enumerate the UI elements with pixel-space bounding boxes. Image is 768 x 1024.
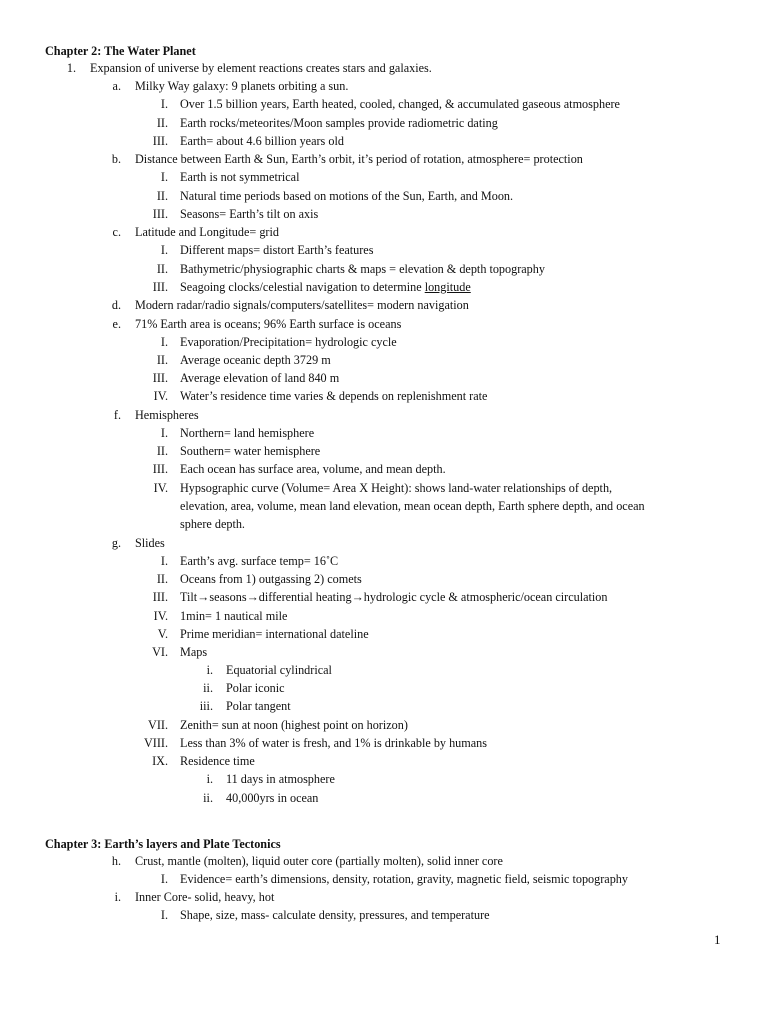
list-text: Seasons= Earth’s tilt on axis xyxy=(180,207,319,221)
list-marker: IV. xyxy=(153,609,168,623)
list-text: Earth= about 4.6 billion years old xyxy=(180,134,344,148)
list-marker: II. xyxy=(156,572,168,586)
list-text: Oceans from 1) outgassing 2) comets xyxy=(180,572,362,586)
list-marker: ii. xyxy=(203,681,213,695)
list-text: Inner Core- solid, heavy, hot xyxy=(135,890,275,904)
list-marker: e. xyxy=(112,317,121,331)
list-text: Polar iconic xyxy=(226,681,285,695)
list-text: Tilt→seasons→differential heating→hydrologic cycle & atmospheric/ocean circulation xyxy=(180,590,608,604)
list-marker: i. xyxy=(114,890,121,904)
list-text: Southern= water hemisphere xyxy=(180,444,321,458)
list-text: sphere depth. xyxy=(180,517,245,531)
list-text-plain: Seagoing clocks/celestial navigation to determine xyxy=(180,280,425,294)
list-marker: c. xyxy=(112,225,121,239)
list-marker: I. xyxy=(160,872,168,886)
list-text: Average oceanic depth 3729 m xyxy=(180,353,331,367)
list-marker: VII. xyxy=(148,718,168,732)
list-text: Hemispheres xyxy=(135,408,199,422)
list-text: Bathymetric/physiographic charts & maps = elevation & depth topography xyxy=(180,262,545,276)
list-text: Natural time periods based on motions of the Sun, Earth, and Moon. xyxy=(180,189,514,203)
list-text: Prime meridian= international dateline xyxy=(180,627,369,641)
list-text: 71% Earth area is oceans; 96% Earth surface is oceans xyxy=(135,317,402,331)
list-marker: II. xyxy=(156,189,168,203)
list-marker: I. xyxy=(160,554,168,568)
list-marker: g. xyxy=(111,536,121,550)
list-marker: V. xyxy=(157,627,168,641)
list-marker: f. xyxy=(113,408,121,422)
list-marker: II. xyxy=(156,444,168,458)
list-marker: h. xyxy=(111,854,121,868)
list-marker: ii. xyxy=(203,791,213,805)
list-marker: II. xyxy=(156,353,168,367)
list-marker: I. xyxy=(160,97,168,111)
list-text: elevation, area, volume, mean land elevation, mean ocean depth, Earth sphere depth, and ocean xyxy=(180,499,645,513)
list-marker: III. xyxy=(152,280,168,294)
list-marker: IV. xyxy=(153,389,168,403)
list-marker: II. xyxy=(156,262,168,276)
list-marker: I. xyxy=(160,243,168,257)
list-text: Earth is not symmetrical xyxy=(180,170,300,184)
list-marker: VI. xyxy=(152,645,168,659)
list-text: Shape, size, mass- calculate density, pressures, and temperature xyxy=(180,908,490,922)
list-text: Milky Way galaxy: 9 planets orbiting a sun. xyxy=(135,79,349,93)
list-text: Over 1.5 billion years, Earth heated, cooled, changed, & accumulated gaseous atmosphere xyxy=(180,97,620,111)
list-text: Average elevation of land 840 m xyxy=(180,371,340,385)
list-marker: b. xyxy=(111,152,121,166)
list-marker: II. xyxy=(156,116,168,130)
list-marker: III. xyxy=(152,134,168,148)
list-text: Earth rocks/meteorites/Moon samples provide radiometric dating xyxy=(180,116,498,130)
list-text: 11 days in atmosphere xyxy=(226,772,335,786)
list-marker: 1. xyxy=(66,61,76,75)
list-text: Evidence= earth’s dimensions, density, rotation, gravity, magnetic field, seismic topography xyxy=(180,872,628,886)
list-text: Evaporation/Precipitation= hydrologic cycle xyxy=(180,335,397,349)
list-text: Maps xyxy=(180,645,208,659)
list-text: Residence time xyxy=(180,754,255,768)
list-text: Equatorial cylindrical xyxy=(226,663,332,677)
list-marker: III. xyxy=(152,207,168,221)
list-text: Water’s residence time varies & depends on replenishment rate xyxy=(180,389,488,403)
list-marker: d. xyxy=(111,298,121,312)
list-text: Different maps= distort Earth’s features xyxy=(180,243,374,257)
underlined-term: longitude xyxy=(424,280,471,294)
list-marker: III. xyxy=(152,371,168,385)
list-text: Each ocean has surface area, volume, and mean depth. xyxy=(180,462,446,476)
list-marker: i. xyxy=(206,663,213,677)
list-text: Crust, mantle (molten), liquid outer core (partially molten), solid inner core xyxy=(135,854,503,868)
list-text: 1min= 1 nautical mile xyxy=(180,609,288,623)
list-marker: IV. xyxy=(153,481,168,495)
list-marker: iii. xyxy=(199,699,213,713)
list-text: Polar tangent xyxy=(226,699,291,713)
list-marker: i. xyxy=(206,772,213,786)
list-text xyxy=(180,280,471,295)
page-number: 1 xyxy=(714,932,721,947)
list-marker: I. xyxy=(160,335,168,349)
list-text: Modern radar/radio signals/computers/satellites= modern navigation xyxy=(135,298,469,312)
list-text: Zenith= sun at noon (highest point on horizon) xyxy=(180,718,408,732)
list-text: 40,000yrs in ocean xyxy=(226,791,319,805)
heading-text: Chapter 3: Earth’s layers and Plate Tectonics xyxy=(45,837,281,851)
heading-text: Chapter 2: The Water Planet xyxy=(45,44,196,58)
list-text: Latitude and Longitude= grid xyxy=(135,225,279,239)
list-marker: I. xyxy=(160,170,168,184)
list-marker: I. xyxy=(160,908,168,922)
list-marker: IX. xyxy=(152,754,168,768)
list-text: Slides xyxy=(135,536,165,550)
list-text: Expansion of universe by element reactions creates stars and galaxies. xyxy=(90,61,432,75)
list-text: Earth’s avg. surface temp= 16˚C xyxy=(180,554,339,568)
list-text: Northern= land hemisphere xyxy=(180,426,315,440)
list-marker: III. xyxy=(152,590,168,604)
list-marker: I. xyxy=(160,426,168,440)
list-marker: III. xyxy=(152,462,168,476)
list-text: Distance between Earth & Sun, Earth’s orbit, it’s period of rotation, atmosphere= protection xyxy=(135,152,583,166)
list-marker: a. xyxy=(112,79,121,93)
list-marker: VIII. xyxy=(143,736,168,750)
list-text: Less than 3% of water is fresh, and 1% is drinkable by humans xyxy=(180,736,487,750)
list-text: Hypsographic curve (Volume= Area X Height): shows land-water relationships of depth, xyxy=(180,481,613,495)
